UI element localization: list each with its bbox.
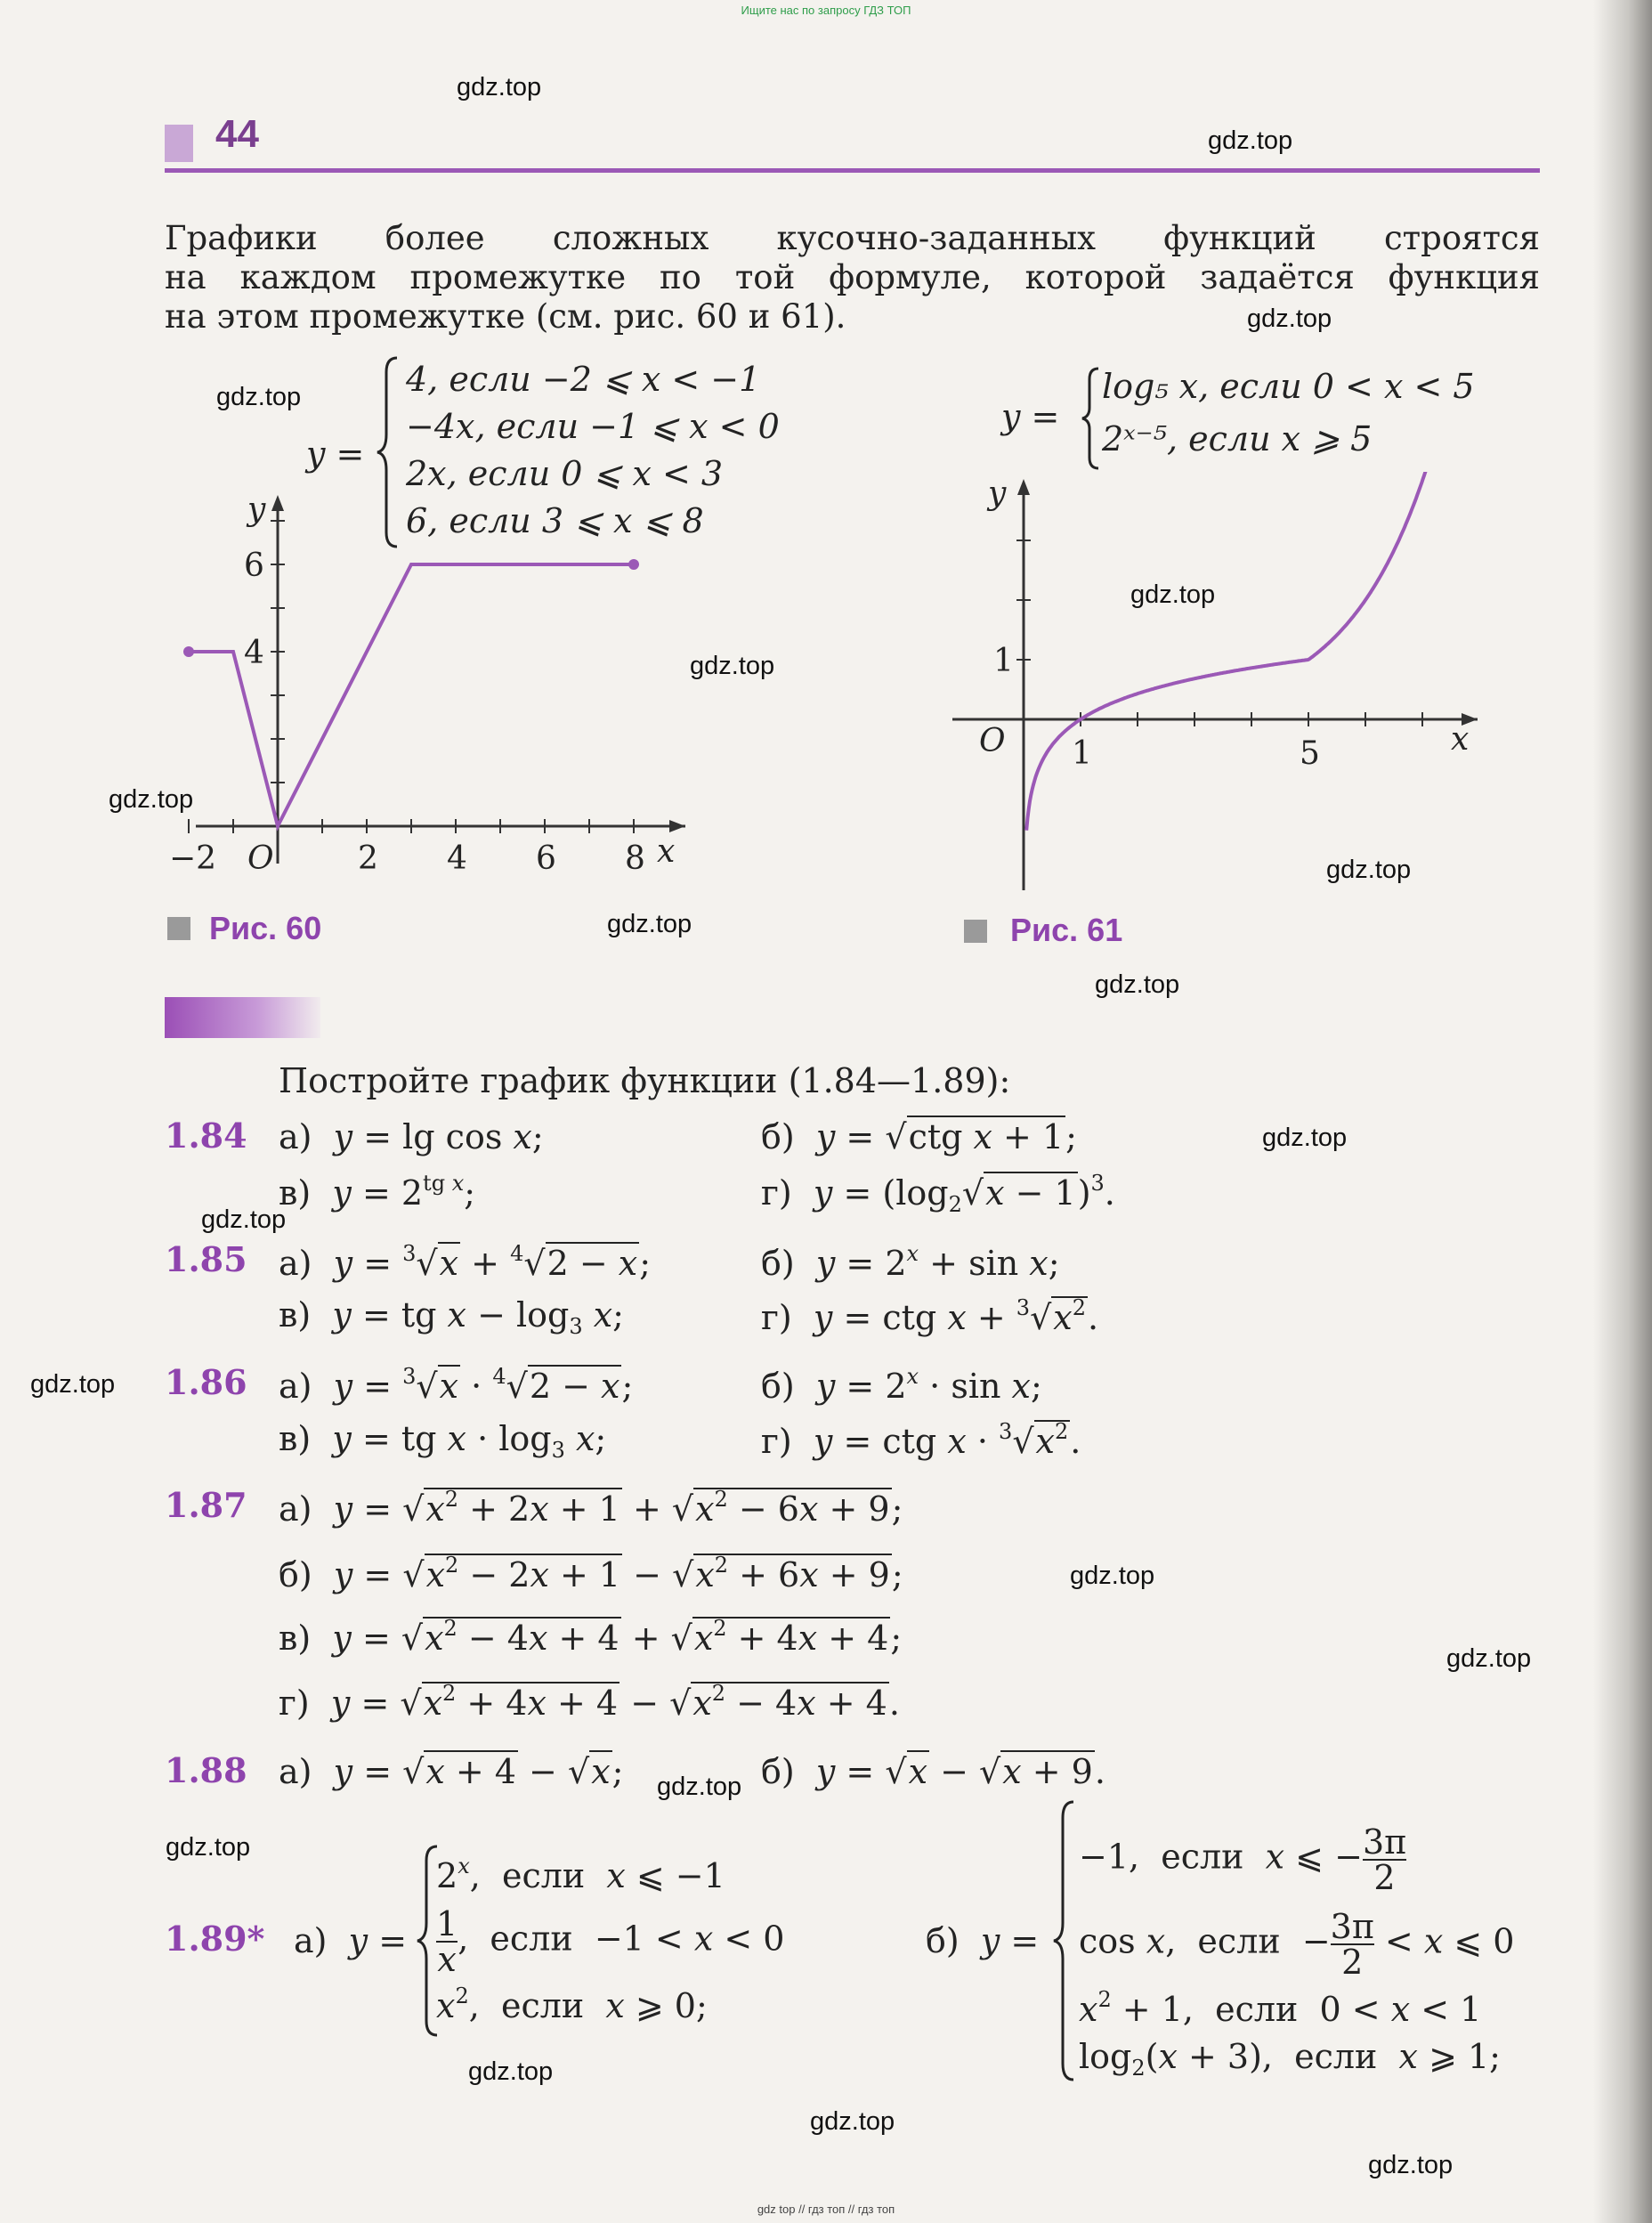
exercise-number: 1.84	[165, 1116, 247, 1156]
item-label: б)	[761, 1117, 795, 1156]
exercise-189b-case-2: cos x, если − $\frac{3\pi}{2}$ < x ⩽ 0	[1079, 1907, 1515, 1982]
item-label: в)	[279, 1619, 312, 1658]
watermark: gdz.top	[690, 652, 775, 680]
item-label: а)	[279, 1752, 312, 1791]
exercise-184a: а) y = lg cos x;	[279, 1117, 544, 1156]
watermark: gdz.top	[1247, 304, 1332, 333]
exercise-185b: б) $y = 2^x + \sin x$;	[761, 1241, 1060, 1283]
fig61-lhs: y =	[1001, 397, 1060, 436]
exercise-186v: в) y = tg $x \cdot \log_3 x$;	[279, 1419, 607, 1463]
y-tick-label: 6	[244, 548, 264, 584]
fig61-caption-marker	[964, 920, 987, 943]
fig60-case-3: 2x, если 0 ⩽ x < 3	[406, 454, 724, 493]
item-label: б)	[926, 1921, 960, 1960]
endpoint-dot	[628, 559, 639, 570]
y-axis-label: y	[988, 475, 1007, 512]
y-axis-label: y	[247, 491, 266, 528]
exercise-189a-case-1: 2$^x$, если x ⩽ −1	[436, 1854, 725, 1895]
x-tick-label: 2	[358, 840, 378, 877]
y-tick-label: 4	[244, 635, 264, 671]
item-label: б)	[761, 1244, 795, 1283]
watermark: gdz.top	[1262, 1124, 1348, 1152]
exercise-189b-lhs: б) y =	[926, 1921, 1040, 1960]
watermark: gdz.top	[468, 2057, 554, 2086]
top-note: Ищите нас по запросу ГДЗ ТОП	[741, 4, 911, 17]
watermark: gdz.top	[166, 1833, 251, 1862]
exercise-number: 1.89*	[165, 1919, 265, 1959]
item-label: б)	[761, 1752, 795, 1791]
exercise-189a-lhs: а) y =	[294, 1921, 408, 1960]
watermark: gdz.top	[1368, 2151, 1454, 2179]
item-label: а)	[279, 1489, 312, 1529]
origin-label: O	[247, 840, 274, 877]
x-tick-label: 4	[447, 840, 467, 877]
fig60-case-2: −4x, если −1 ⩽ x < 0	[406, 407, 780, 446]
exercise-189b-case-4: $\log_2(x + 3)$, если x ⩾ 1;	[1079, 2037, 1501, 2081]
item-label: г)	[279, 1683, 310, 1723]
exercise-188a: а) y = √x + 4 − √x;	[279, 1752, 624, 1791]
fig60-case-4: 6, если 3 ⩽ x ⩽ 8	[406, 501, 704, 540]
x-tick-label: 1	[1072, 735, 1092, 772]
watermark: gdz.top	[607, 910, 692, 938]
x-axis-label: x	[1451, 721, 1470, 758]
x-axis-arrow	[669, 820, 685, 832]
x-tick-label: 6	[536, 840, 556, 877]
x-axis-label: x	[657, 833, 676, 870]
page-marker	[165, 125, 193, 162]
exercise-184g: г) $y = (\log_2√x - 1)^3$.	[761, 1171, 1115, 1217]
fig61-case-2: 2ˣ⁻⁵, если x ⩾ 5	[1102, 419, 1373, 458]
watermark: gdz.top	[109, 785, 194, 814]
item-label: б)	[761, 1367, 795, 1406]
item-label: в)	[279, 1295, 312, 1335]
exercise-187a: а) $y = √x^2 + 2x + 1 + √x^2 - 6x + 9$;	[279, 1487, 903, 1529]
fig61-caption: Рис. 61	[1010, 912, 1123, 948]
item-label: а)	[279, 1244, 312, 1283]
item-label: б)	[279, 1555, 312, 1594]
item-label: а)	[294, 1921, 328, 1960]
exercise-186a: а) y = $^3$√x · $^4$√2 − x;	[279, 1364, 634, 1406]
exercise-number: 1.88	[165, 1750, 247, 1790]
page-number: 44	[215, 112, 259, 156]
exercise-189a-case-3: $x^2$, если x ⩾ 0;	[436, 1984, 708, 2025]
exercise-189b-case-3: $x^2 + 1$, если 0 < x < 1	[1079, 1987, 1482, 2029]
watermark: gdz.top	[30, 1370, 116, 1399]
watermark: gdz.top	[657, 1773, 742, 1801]
fig60-caption: Рис. 60	[209, 910, 322, 946]
watermark: gdz.top	[1208, 126, 1293, 155]
exercise-section-bar	[165, 997, 320, 1038]
exercise-number: 1.85	[165, 1239, 247, 1279]
exercise-189b-brace	[1050, 1798, 1077, 2083]
exercise-185g: г) y = ctg $x + ^3√x^2$.	[761, 1295, 1099, 1337]
intro-paragraph	[165, 219, 1540, 337]
fig60-chart	[151, 490, 703, 890]
fig61-case-1: log₅ x, если 0 < x < 5	[1102, 367, 1475, 406]
watermark: gdz.top	[1095, 970, 1180, 999]
item-label: а)	[279, 1117, 312, 1156]
exercise-number: 1.86	[165, 1362, 247, 1402]
y-tick-label: 1	[993, 643, 1014, 679]
item-label: а)	[279, 1367, 312, 1406]
item-label: г)	[761, 1298, 792, 1337]
exercise-189b-case-1: −1, если x ⩽ − $\frac{3\pi}{2}$	[1079, 1822, 1407, 1897]
bottom-note: gdz top // гдз топ // гдз топ	[757, 2203, 895, 2216]
fig60-case-1: 4, если −2 ⩽ x < −1	[406, 360, 761, 399]
exercise-number: 1.87	[165, 1485, 247, 1525]
fig61-brace	[1079, 365, 1102, 472]
intro-line: Графики более сложных кусочно-заданных функций строятся	[165, 219, 1540, 257]
x-tick-label: 8	[625, 840, 645, 877]
page-shadow	[1593, 0, 1652, 2223]
item-label: в)	[279, 1419, 312, 1458]
header-rule	[165, 168, 1540, 173]
watermark: gdz.top	[457, 73, 542, 101]
exercise-187v: в) $y = √x^2 - 4x + 4 + √x^2 + 4x + 4$;	[279, 1616, 903, 1658]
exercise-186b: б) $y = 2^x \cdot \sin x$;	[761, 1364, 1042, 1406]
series-line	[189, 564, 634, 826]
item-label: г)	[761, 1422, 792, 1461]
y-axis-arrow	[271, 495, 284, 511]
series-line	[1026, 472, 1438, 831]
fig60-lhs: y =	[306, 434, 365, 474]
watermark: gdz.top	[1130, 580, 1216, 609]
item-label: г)	[761, 1173, 792, 1213]
exercise-184b: б) y = √ctg x + 1;	[761, 1117, 1077, 1156]
exercise-187g: г) $y = √x^2 + 4x + 4 - √x^2 - 4x + 4$.	[279, 1681, 900, 1723]
exercise-186g: г) y = ctg $x \cdot ^3√x^2$.	[761, 1419, 1081, 1461]
exercise-188b: б) y = √x − √x + 9.	[761, 1752, 1105, 1791]
item-label: в)	[279, 1173, 312, 1213]
exercise-187b: б) $y = √x^2 - 2x + 1 - √x^2 + 6x + 9$;	[279, 1553, 903, 1594]
exercise-heading: Постройте график функции (1.84—1.89):	[279, 1061, 1011, 1100]
watermark: gdz.top	[810, 2107, 895, 2136]
origin-label: O	[979, 723, 1006, 759]
watermark: gdz.top	[216, 383, 302, 411]
fig61-chart	[926, 472, 1495, 899]
exercise-184v: в) $y = 2^{tg x}$;	[279, 1171, 476, 1213]
fig60-caption-marker	[167, 917, 190, 940]
watermark: gdz.top	[201, 1205, 287, 1234]
y-axis-arrow	[1017, 479, 1030, 495]
exercise-185a: а) y = $^3$√x + $^4$√2 − x;	[279, 1241, 651, 1283]
x-tick-label: 5	[1300, 735, 1320, 772]
x-tick-label: −2	[169, 840, 217, 877]
intro-line: на этом промежутке (см. рис. 60 и 61).	[165, 297, 846, 336]
watermark: gdz.top	[1446, 1644, 1532, 1673]
intro-line: на каждом промежутке по той формуле, которой задаётся функция	[165, 258, 1540, 296]
exercise-185v: в) y = tg $x - \log_3 x$;	[279, 1295, 624, 1339]
watermark: gdz.top	[1070, 1562, 1155, 1590]
endpoint-dot	[183, 646, 194, 657]
exercise-189a-case-2: $\frac{1}{x}$ , если −1 < x < 0	[436, 1904, 785, 1979]
watermark: gdz.top	[1326, 856, 1412, 884]
